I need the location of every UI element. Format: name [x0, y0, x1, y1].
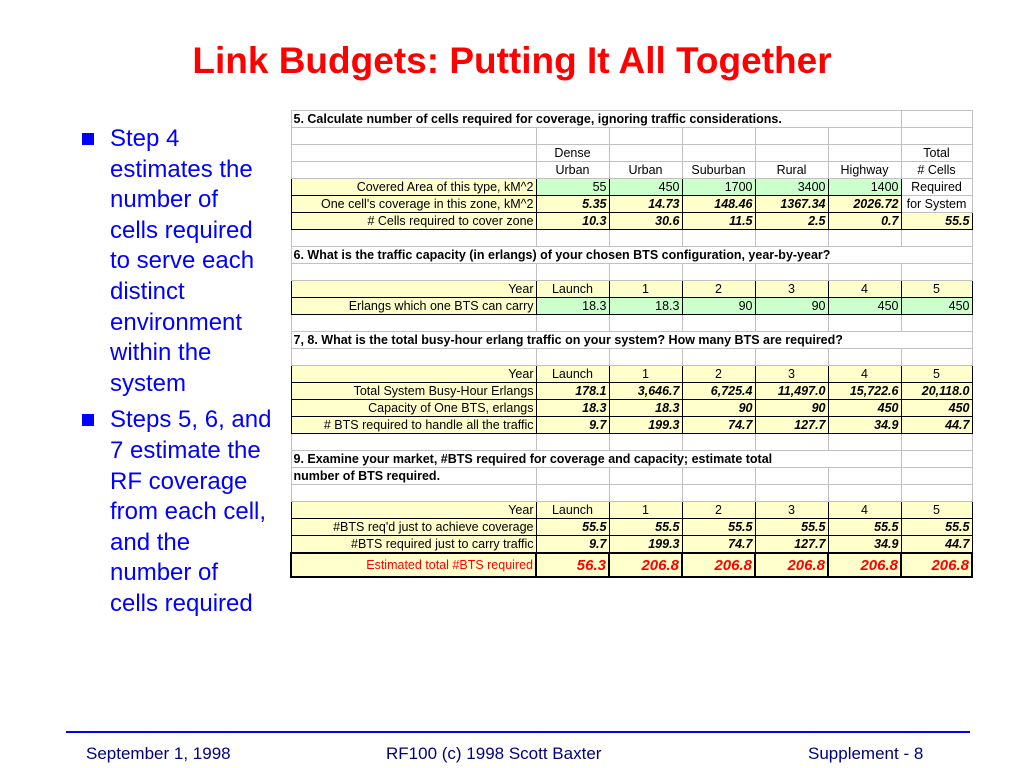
year-header: 2	[682, 366, 755, 383]
cell: 18.3	[536, 298, 609, 315]
table-row	[291, 179, 972, 196]
table-row	[291, 400, 972, 417]
footer-divider	[66, 731, 970, 733]
column-header: Rural	[755, 162, 828, 179]
cell: 0.7	[828, 213, 901, 230]
cell: 1400	[828, 179, 901, 196]
year-header: 2	[682, 502, 755, 519]
table-row	[291, 213, 972, 230]
table-row	[291, 145, 972, 162]
table-row	[291, 247, 972, 264]
cell: 2026.72	[828, 196, 901, 213]
table-row	[291, 230, 972, 247]
column-header: Urban	[536, 162, 609, 179]
year-header: 5	[901, 502, 972, 519]
table-row	[291, 281, 972, 298]
year-header: 2	[682, 281, 755, 298]
row-label: # BTS required to handle all the traffic	[291, 417, 536, 434]
year-header: Launch	[536, 502, 609, 519]
section-6-heading: 6. What is the traffic capacity (in erlangs) of your chosen BTS configuration, year-by-year?	[291, 247, 972, 264]
cell: 450	[901, 298, 972, 315]
row-label: Year	[291, 366, 536, 383]
table-row	[291, 349, 972, 366]
row-label: # Cells required to cover zone	[291, 213, 536, 230]
cell: 18.3	[609, 400, 682, 417]
cell: 199.3	[609, 536, 682, 554]
cell: 450	[609, 179, 682, 196]
cell: 11,497.0	[755, 383, 828, 400]
section-9-heading-cont: number of BTS required.	[291, 468, 536, 485]
cell: 34.9	[828, 417, 901, 434]
cell: 148.46	[682, 196, 755, 213]
table-row	[291, 196, 972, 213]
cell: 450	[828, 298, 901, 315]
cell: 1700	[682, 179, 755, 196]
cell: 20,118.0	[901, 383, 972, 400]
cell: 127.7	[755, 536, 828, 554]
column-header: Required	[901, 179, 972, 196]
cell: 5.35	[536, 196, 609, 213]
total-cell: 55.5	[901, 213, 972, 230]
table-row	[291, 298, 972, 315]
total-cell: 206.8	[682, 553, 755, 577]
row-label: Year	[291, 502, 536, 519]
cell: 9.7	[536, 417, 609, 434]
row-label: Capacity of One BTS, erlangs	[291, 400, 536, 417]
cell: 199.3	[609, 417, 682, 434]
cell: 90	[755, 298, 828, 315]
year-header: 3	[755, 366, 828, 383]
cell: 55.5	[828, 519, 901, 536]
spreadsheet-table	[290, 110, 973, 578]
table-row	[291, 128, 972, 145]
table-row	[291, 485, 972, 502]
cell: 10.3	[536, 213, 609, 230]
year-header: 1	[609, 281, 682, 298]
bullet-item	[82, 405, 272, 619]
year-header: 4	[828, 502, 901, 519]
section-9-heading: 9. Examine your market, #BTS required for coverage and capacity; estimate total	[291, 451, 901, 468]
column-header: Total	[901, 145, 972, 162]
total-cell: 206.8	[901, 553, 972, 577]
square-bullet-icon	[82, 414, 94, 426]
row-label: Covered Area of this type, kM^2	[291, 179, 536, 196]
table-row	[291, 502, 972, 519]
cell: 90	[755, 400, 828, 417]
cell: 18.3	[536, 400, 609, 417]
total-cell: 206.8	[755, 553, 828, 577]
table-row	[291, 383, 972, 400]
table-row	[291, 434, 972, 451]
year-header: Launch	[536, 366, 609, 383]
cell: 450	[828, 400, 901, 417]
year-header: 4	[828, 281, 901, 298]
table-row	[291, 468, 972, 485]
column-header: Highway	[828, 162, 901, 179]
cell: 55.5	[901, 519, 972, 536]
section-5-heading: 5. Calculate number of cells required for coverage, ignoring traffic considerations.	[291, 111, 901, 128]
square-bullet-icon	[82, 133, 94, 145]
cell: 127.7	[755, 417, 828, 434]
year-header: 5	[901, 366, 972, 383]
table-row	[291, 553, 972, 577]
column-header: Urban	[609, 162, 682, 179]
section-7-heading: 7, 8. What is the total busy-hour erlang traffic on your system? How many BTS are required?	[291, 332, 972, 349]
row-label: Erlangs which one BTS can carry	[291, 298, 536, 315]
cell: 3,646.7	[609, 383, 682, 400]
table-row	[291, 111, 972, 128]
footer-copyright: RF100 (c) 1998 Scott Baxter	[386, 744, 602, 763]
bullet-text: Step 4 estimates the number of cells required to serve each distinct environment within the system	[110, 125, 255, 397]
cell: 44.7	[901, 536, 972, 554]
row-label: #BTS required just to carry traffic	[291, 536, 536, 554]
cell: 74.7	[682, 536, 755, 554]
cell: 55.5	[755, 519, 828, 536]
table-row	[291, 332, 972, 349]
cell: 34.9	[828, 536, 901, 554]
column-header: Suburban	[682, 162, 755, 179]
cell: 9.7	[536, 536, 609, 554]
year-header: 1	[609, 366, 682, 383]
column-header: for System	[901, 196, 972, 213]
table-row	[291, 519, 972, 536]
table-row	[291, 315, 972, 332]
year-header: 4	[828, 366, 901, 383]
cell: 55.5	[609, 519, 682, 536]
cell: 2.5	[755, 213, 828, 230]
total-cell: 206.8	[828, 553, 901, 577]
total-cell: 206.8	[609, 553, 682, 577]
row-label: Total System Busy-Hour Erlangs	[291, 383, 536, 400]
cell: 18.3	[609, 298, 682, 315]
year-header: 3	[755, 502, 828, 519]
table-row	[291, 417, 972, 434]
cell: 178.1	[536, 383, 609, 400]
cell: 55.5	[536, 519, 609, 536]
cell: 90	[682, 298, 755, 315]
slide-title: Link Budgets: Putting It All Together	[192, 40, 832, 81]
year-header: 1	[609, 502, 682, 519]
cell: 55	[536, 179, 609, 196]
cell: 6,725.4	[682, 383, 755, 400]
column-header: Dense	[536, 145, 609, 162]
column-header: # Cells	[901, 162, 972, 179]
cell: 30.6	[609, 213, 682, 230]
cell: 14.73	[609, 196, 682, 213]
cell: 11.5	[682, 213, 755, 230]
footer-date: September 1, 1998	[86, 744, 231, 763]
table-row	[291, 162, 972, 179]
table-row	[291, 264, 972, 281]
footer-page: Supplement - 8	[808, 744, 924, 763]
cell: 450	[901, 400, 972, 417]
cell: 44.7	[901, 417, 972, 434]
table-row	[291, 366, 972, 383]
cell: 55.5	[682, 519, 755, 536]
cell: 15,722.6	[828, 383, 901, 400]
bullet-text: Steps 5, 6, and 7 estimate the RF coverage from each cell, and the number of cells required	[110, 406, 272, 617]
row-label: One cell's coverage in this zone, kM^2	[291, 196, 536, 213]
cell: 74.7	[682, 417, 755, 434]
table-row	[291, 451, 972, 468]
cell: 1367.34	[755, 196, 828, 213]
cell: 3400	[755, 179, 828, 196]
spreadsheet	[290, 110, 973, 578]
row-label: Year	[291, 281, 536, 298]
year-header: 5	[901, 281, 972, 298]
row-label: #BTS req'd just to achieve coverage	[291, 519, 536, 536]
bullet-list	[82, 124, 272, 626]
row-label: Estimated total #BTS required	[291, 553, 536, 577]
bullet-item	[82, 124, 272, 399]
table-row	[291, 536, 972, 554]
total-cell: 56.3	[536, 553, 609, 577]
year-header: Launch	[536, 281, 609, 298]
cell: 90	[682, 400, 755, 417]
year-header: 3	[755, 281, 828, 298]
